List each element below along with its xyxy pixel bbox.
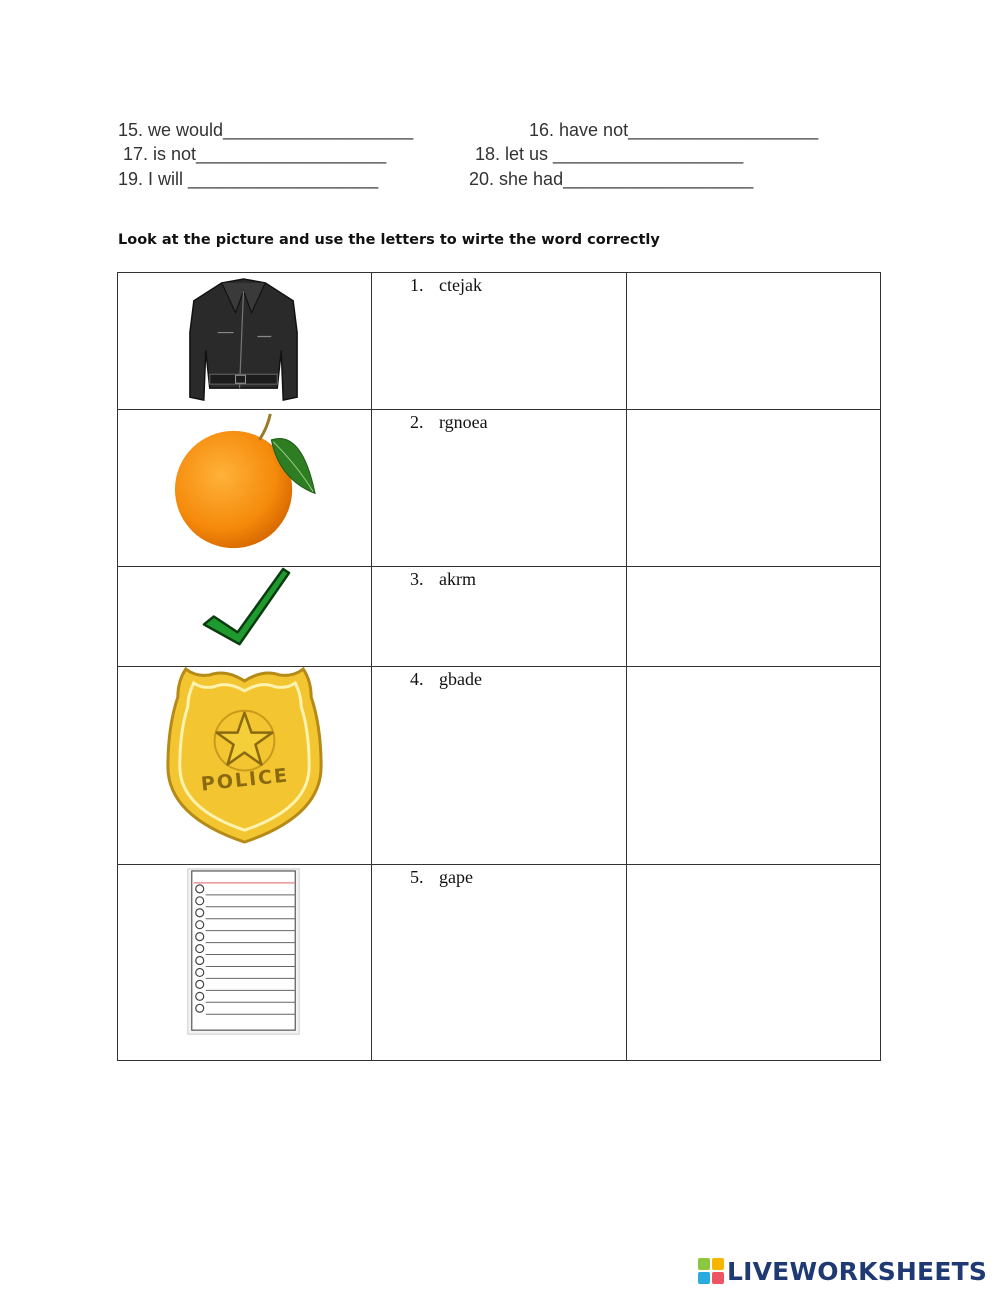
brand-name: LIVEWORKSHEETS xyxy=(727,1256,988,1286)
brand-blocks-icon xyxy=(698,1258,724,1284)
row-number: 2. xyxy=(410,412,424,432)
exercise-16: 16. have not___________________ xyxy=(529,120,819,140)
scrambled-word: ctejak xyxy=(439,275,482,295)
scrambled-word: gbade xyxy=(439,669,482,689)
letters-cell xyxy=(372,567,627,667)
answer-cell[interactable] xyxy=(627,273,881,410)
liveworksheets-logo xyxy=(698,1255,987,1287)
word-table xyxy=(117,272,881,1061)
picture-cell xyxy=(118,567,372,667)
answer-cell[interactable] xyxy=(627,865,881,1061)
row-number: 4. xyxy=(410,669,424,689)
scrambled-word: rgnoea xyxy=(439,412,488,432)
row-number: 1. xyxy=(410,275,424,295)
table-row xyxy=(118,567,881,667)
answer-cell[interactable] xyxy=(627,667,881,865)
answer-cell[interactable] xyxy=(627,410,881,567)
badge-label: POLICE xyxy=(199,764,291,796)
letters-cell xyxy=(372,410,627,567)
letters-cell xyxy=(372,273,627,410)
table-row xyxy=(118,865,881,1061)
row-number: 3. xyxy=(410,569,424,589)
orange-icon xyxy=(118,410,371,566)
jacket-icon xyxy=(118,273,371,409)
table-row xyxy=(118,410,881,567)
scrambled-word: akrm xyxy=(439,569,476,589)
exercise-15: 15. we would___________________ xyxy=(118,120,414,140)
letters-cell xyxy=(372,667,627,865)
answer-cell[interactable] xyxy=(627,567,881,667)
picture-cell xyxy=(118,667,372,865)
exercise-20: 20. she had___________________ xyxy=(469,169,754,189)
notebook-page-icon xyxy=(118,865,371,1060)
picture-cell xyxy=(118,865,372,1061)
scrambled-word: gape xyxy=(439,867,473,887)
picture-cell xyxy=(118,410,372,567)
table-row xyxy=(118,273,881,410)
police-badge-icon xyxy=(118,667,371,864)
instruction-heading: Look at the picture and use the letters to wirte the word correctly xyxy=(118,232,660,248)
exercise-19: 19. I will ___________________ xyxy=(118,169,379,189)
picture-cell xyxy=(118,273,372,410)
exercise-18: 18. let us ___________________ xyxy=(475,144,744,164)
checkmark-icon xyxy=(118,567,371,666)
exercise-17: 17. is not___________________ xyxy=(123,144,387,164)
row-number: 5. xyxy=(410,867,424,887)
table-row xyxy=(118,667,881,865)
letters-cell xyxy=(372,865,627,1061)
